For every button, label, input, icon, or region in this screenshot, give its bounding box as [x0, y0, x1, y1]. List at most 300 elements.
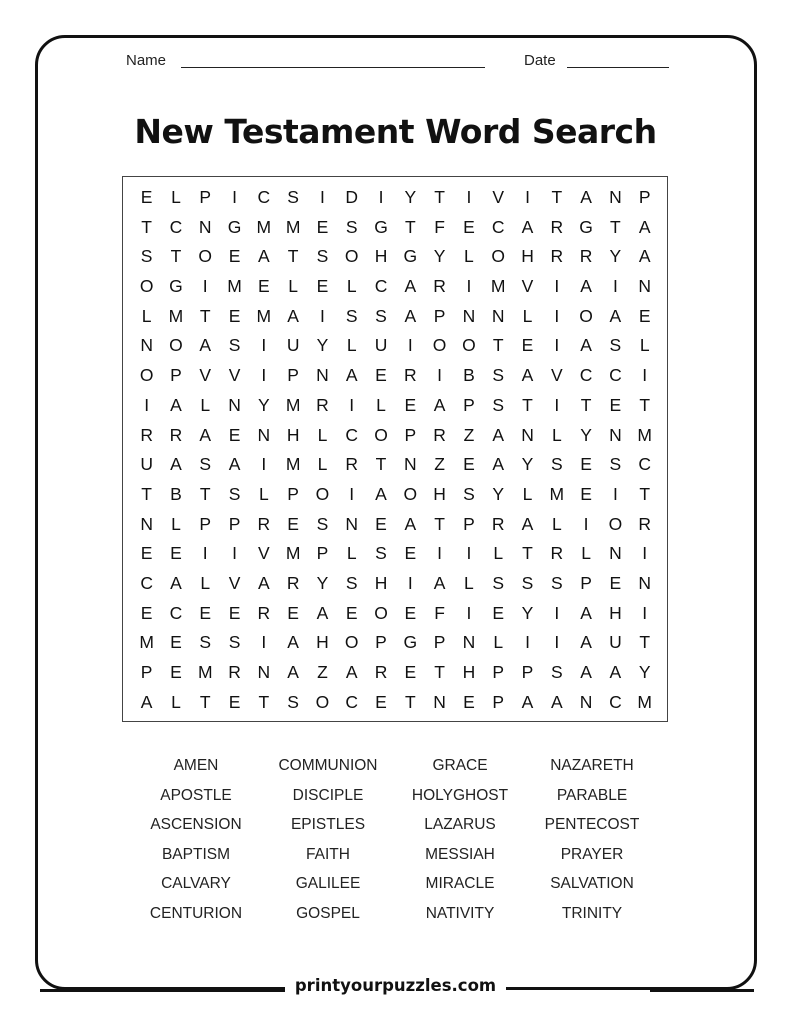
grid-cell: E	[580, 454, 592, 475]
grid-cell: R	[257, 513, 271, 534]
grid-cell: I	[407, 572, 413, 593]
grid-cell: T	[287, 246, 299, 267]
grid-cell: V	[257, 543, 270, 564]
grid-cell: O	[432, 335, 447, 356]
word-list-item: APOSTLE	[160, 786, 232, 804]
grid-cell: A	[580, 187, 592, 207]
grid-cell: G	[403, 632, 418, 653]
word-list-item: CENTURION	[149, 904, 243, 922]
date-line	[567, 67, 669, 68]
grid-cell: R	[286, 572, 300, 593]
grid-cell: A	[404, 305, 417, 326]
grid-cell: A	[287, 305, 299, 326]
grid-cell: Z	[317, 662, 328, 682]
grid-cell: L	[171, 691, 181, 712]
grid-cell: R	[579, 246, 593, 267]
grid-cell: N	[140, 335, 153, 356]
grid-cell: P	[199, 513, 212, 534]
grid-cell: S	[345, 572, 358, 593]
grid-cell: T	[639, 632, 651, 653]
grid-cell: P	[287, 365, 299, 386]
grid-cell: N	[140, 513, 153, 534]
word-list-item: NAZARETH	[550, 757, 634, 774]
grid-cell: M	[256, 305, 272, 326]
grid-cell: A	[316, 602, 329, 623]
grid-cell: I	[554, 602, 560, 623]
grid-cell: I	[466, 602, 472, 623]
grid-cell: I	[261, 335, 267, 356]
grid-cell: I	[583, 513, 589, 534]
grid-cell: N	[257, 662, 271, 682]
grid-cell: V	[521, 276, 534, 297]
word-list-item: MESSIAH	[425, 845, 495, 863]
word-list-item: TRINITY	[561, 904, 623, 922]
grid-cell: E	[228, 602, 241, 623]
grid-cell: E	[345, 602, 358, 623]
grid-cell: C	[579, 365, 593, 386]
grid-cell: Y	[316, 572, 329, 593]
grid-cell: L	[171, 187, 181, 207]
grid-cell: G	[227, 216, 242, 237]
footer-site: printyourpuzzles.com	[285, 976, 506, 995]
grid-cell: R	[433, 424, 446, 445]
grid-cell: S	[345, 305, 358, 326]
grid-cell: R	[404, 365, 417, 386]
grid-cell: O	[198, 246, 213, 267]
grid-cell: M	[139, 632, 154, 653]
grid-cell: M	[285, 216, 301, 237]
grid-cell: O	[579, 305, 593, 326]
grid-cell: V	[228, 365, 241, 386]
grid-cell: S	[375, 543, 387, 564]
grid-cell: P	[580, 572, 592, 593]
grid-cell: S	[140, 246, 153, 267]
grid-cell: L	[346, 543, 357, 564]
name-line	[181, 67, 485, 68]
grid-cell: L	[551, 513, 562, 534]
grid-cell: C	[491, 216, 505, 237]
word-list-item: LAZARUS	[424, 816, 496, 834]
grid-cell: I	[554, 394, 560, 415]
grid-cell: T	[492, 335, 504, 356]
grid-cell: L	[200, 572, 211, 593]
grid-cell: A	[580, 276, 592, 297]
grid-cell: T	[375, 454, 387, 475]
grid-cell: I	[349, 394, 355, 415]
grid-cell: E	[609, 572, 622, 593]
grid-cell: A	[287, 662, 299, 682]
grid-cell: L	[171, 513, 181, 534]
grid-cell: N	[521, 424, 534, 445]
grid-cell: A	[521, 513, 534, 534]
grid-cell: N	[462, 305, 476, 326]
grid-cell: S	[287, 691, 299, 712]
grid-cell: M	[285, 394, 301, 415]
grid-cell: S	[550, 572, 563, 593]
grid-cell: S	[228, 335, 241, 356]
word-list-item: EPISTLES	[290, 816, 366, 834]
grid-cell: R	[316, 394, 329, 415]
word-list-item: PARABLE	[556, 786, 628, 804]
grid-cell: L	[551, 424, 562, 445]
grid-cell: A	[140, 691, 153, 712]
grid-cell: R	[550, 543, 564, 564]
grid-cell: E	[140, 602, 153, 623]
grid-cell: I	[261, 632, 267, 653]
grid-cell: E	[375, 513, 387, 534]
grid-cell: N	[198, 216, 212, 237]
grid-cell: S	[316, 246, 329, 267]
grid-cell: I	[554, 335, 560, 356]
grid-cell: L	[639, 335, 650, 356]
grid-cell: I	[437, 543, 443, 564]
grid-cell: L	[346, 335, 357, 356]
grid-cell: M	[256, 216, 272, 237]
grid-cell: S	[287, 187, 299, 207]
grid-cell: L	[464, 572, 474, 593]
grid-cell: T	[580, 394, 592, 415]
grid-cell: R	[550, 216, 564, 237]
grid-cell: N	[579, 691, 593, 712]
grid-cell: G	[579, 216, 593, 237]
grid-cell: S	[199, 632, 212, 653]
grid-cell: I	[554, 276, 560, 297]
grid-cell: G	[374, 216, 388, 237]
word-list-item: GALILEE	[295, 875, 361, 893]
grid-cell: M	[285, 454, 301, 475]
grid-cell: Y	[316, 335, 329, 356]
grid-cell: I	[144, 394, 150, 415]
grid-cell: A	[638, 216, 651, 237]
grid-cell: A	[345, 662, 358, 682]
grid-cell: U	[609, 632, 622, 653]
grid-cell: H	[521, 246, 534, 267]
word-list	[130, 756, 660, 923]
grid-cell: L	[317, 424, 328, 445]
grid-cell: R	[491, 513, 505, 534]
grid-cell: E	[228, 691, 241, 712]
grid-cell: D	[345, 187, 359, 207]
grid-cell: C	[638, 454, 652, 475]
grid-cell: S	[521, 572, 534, 593]
grid-cell: L	[581, 543, 591, 564]
grid-cell: E	[140, 543, 153, 564]
word-list-item: MIRACLE	[425, 875, 495, 893]
grid-cell: T	[434, 662, 445, 682]
grid-cell: R	[169, 424, 183, 445]
grid-cell: T	[639, 394, 651, 415]
grid-cell: E	[257, 276, 270, 297]
grid-cell: M	[490, 276, 506, 297]
grid-cell: L	[376, 394, 386, 415]
grid-cell: S	[463, 483, 475, 504]
word-list-item: ASCENSION	[150, 816, 242, 834]
grid-cell: A	[199, 424, 212, 445]
grid-cell: A	[521, 365, 534, 386]
grid-cell: A	[638, 246, 651, 267]
date-label: Date	[524, 52, 556, 69]
grid-cell: A	[550, 691, 563, 712]
grid-cell: T	[434, 187, 445, 207]
grid-cell: S	[609, 335, 622, 356]
grid-cell: A	[404, 276, 417, 297]
grid-cell: P	[521, 662, 534, 682]
grid-cell: E	[580, 483, 592, 504]
grid-cell: A	[170, 572, 182, 593]
grid-cell: C	[169, 602, 183, 623]
word-list-item: AMEN	[173, 757, 219, 774]
grid-cell: E	[404, 602, 417, 623]
grid-cell: V	[550, 365, 563, 386]
grid-cell: O	[608, 513, 623, 534]
grid-cell: E	[492, 602, 505, 623]
grid-cell: P	[316, 543, 329, 564]
grid-cell: A	[521, 216, 534, 237]
grid-cell: O	[315, 483, 330, 504]
grid-cell: T	[258, 691, 270, 712]
grid-cell: S	[316, 513, 329, 534]
grid-cell: L	[317, 454, 328, 475]
grid-cell: T	[199, 305, 211, 326]
grid-cell: O	[344, 246, 359, 267]
grid-cell: C	[345, 424, 359, 445]
grid-cell: P	[433, 632, 446, 653]
grid-cell: A	[345, 365, 358, 386]
grid-cell: O	[374, 424, 388, 445]
grid-cell: E	[609, 394, 622, 415]
grid-cell: U	[140, 454, 153, 475]
grid-cell: R	[228, 662, 241, 682]
grid-cell: A	[199, 335, 212, 356]
grid-cell: L	[288, 276, 298, 297]
grid-cell: L	[522, 483, 533, 504]
grid-cell: T	[404, 216, 416, 237]
grid-cell: I	[349, 483, 355, 504]
grid-cell: Y	[404, 187, 417, 207]
grid-cell: E	[228, 424, 241, 445]
grid-cell: S	[199, 454, 212, 475]
grid-cell: I	[261, 365, 267, 386]
grid-cell: N	[609, 424, 622, 445]
word-list-item: COMMUNION	[278, 757, 378, 774]
grid-cell: E	[316, 216, 329, 237]
grid-cell: S	[550, 454, 563, 475]
grid-cell: I	[642, 602, 648, 623]
word-list-item: PRAYER	[560, 845, 624, 863]
grid-cell: I	[232, 187, 237, 207]
grid-cell: Y	[580, 424, 592, 445]
grid-cell: S	[228, 632, 241, 653]
grid-cell: U	[374, 335, 388, 356]
grid-cell: N	[638, 276, 652, 297]
name-label: Name	[126, 52, 167, 69]
grid-cell: S	[492, 394, 505, 415]
grid-cell: A	[609, 305, 622, 326]
grid-cell: O	[374, 602, 388, 623]
grid-cell: R	[433, 276, 446, 297]
grid-cell: P	[375, 632, 387, 653]
grid-cell: N	[433, 691, 446, 712]
word-list-item: CALVARY	[161, 875, 231, 893]
grid-cell: L	[141, 305, 152, 326]
grid-cell: S	[345, 216, 358, 237]
grid-cell: E	[170, 632, 182, 653]
grid-cell: H	[609, 602, 622, 623]
grid-cell: E	[199, 602, 212, 623]
word-list-item: PENTECOST	[544, 816, 640, 834]
grid-cell: O	[139, 365, 154, 386]
grid-cell: R	[550, 246, 564, 267]
grid-cell: S	[375, 305, 387, 326]
grid-cell: P	[170, 365, 182, 386]
grid-cell: L	[200, 394, 211, 415]
grid-cell: G	[403, 246, 418, 267]
footer	[0, 976, 791, 995]
grid-cell: I	[261, 454, 267, 475]
grid-cell: B	[463, 365, 475, 386]
grid-cell: T	[551, 187, 563, 207]
grid-cell: N	[257, 424, 271, 445]
grid-cell: T	[141, 483, 152, 504]
grid-cell: L	[522, 305, 533, 326]
grid-cell: O	[344, 632, 359, 653]
grid-cell: A	[492, 424, 505, 445]
grid-cell: A	[170, 454, 182, 475]
grid-cell: C	[169, 216, 183, 237]
grid-cell: I	[642, 543, 648, 564]
grid-cell: E	[228, 246, 241, 267]
grid-cell: C	[140, 572, 153, 593]
grid-cell: E	[375, 691, 387, 712]
grid-cell: C	[609, 691, 622, 712]
grid-cell: Z	[463, 424, 475, 445]
grid-cell: M	[285, 543, 301, 564]
grid-cell: V	[492, 187, 505, 207]
grid-cell: E	[140, 187, 153, 207]
grid-cell: Y	[521, 454, 534, 475]
grid-cell: L	[346, 276, 357, 297]
grid-cell: I	[466, 276, 472, 297]
grid-cell: V	[228, 572, 241, 593]
grid-cell: R	[638, 513, 652, 534]
grid-cell: A	[580, 632, 592, 653]
grid-cell: P	[463, 513, 475, 534]
grid-cell: M	[227, 276, 242, 297]
grid-cell: L	[464, 246, 474, 267]
grid-cell: Z	[434, 454, 445, 475]
grid-cell: C	[257, 187, 271, 207]
grid-cell: Y	[521, 602, 534, 623]
grid-cell: I	[407, 335, 413, 356]
grid-cell: A	[609, 662, 622, 682]
word-list-item: GRACE	[432, 757, 488, 774]
grid-cell: E	[375, 365, 387, 386]
grid-cell: H	[286, 424, 300, 445]
grid-cell: A	[433, 572, 446, 593]
grid-cell: O	[491, 246, 506, 267]
grid-cell: A	[404, 513, 417, 534]
word-list-item: DISCIPLE	[292, 786, 364, 804]
grid-cell: A	[580, 602, 592, 623]
grid-cell: E	[404, 394, 417, 415]
grid-cell: P	[287, 483, 299, 504]
word-list-item: SALVATION	[550, 875, 634, 893]
header-row	[0, 52, 791, 72]
grid-cell: Y	[492, 483, 505, 504]
grid-cell: E	[404, 543, 417, 564]
grid-cell: I	[319, 305, 325, 326]
grid-cell: S	[550, 662, 563, 682]
grid-cell: A	[375, 483, 387, 504]
grid-cell: M	[168, 305, 184, 326]
grid-cell: N	[462, 632, 476, 653]
grid-cell: A	[433, 394, 446, 415]
grid-cell: M	[637, 691, 652, 712]
grid-cell: E	[170, 543, 182, 564]
grid-cell: E	[316, 276, 329, 297]
page-title: New Testament Word Search	[134, 112, 657, 151]
grid-cell: N	[609, 543, 622, 564]
grid-cell: I	[319, 187, 325, 207]
grid-cell: I	[554, 305, 560, 326]
grid-cell: A	[228, 454, 241, 475]
grid-cell: I	[378, 187, 384, 207]
grid-cell: H	[316, 632, 329, 653]
grid-cell: H	[462, 662, 476, 682]
grid-cell: A	[287, 632, 299, 653]
grid-cell: E	[170, 662, 182, 682]
grid-cell: I	[466, 543, 472, 564]
grid-cell: T	[610, 216, 621, 237]
grid-cell: T	[404, 691, 416, 712]
grid-cell: F	[434, 216, 445, 237]
grid-cell: I	[202, 276, 208, 297]
grid-cell: H	[374, 572, 388, 593]
grid-cell: A	[492, 454, 505, 475]
grid-cell: I	[437, 365, 443, 386]
grid-cell: T	[522, 394, 533, 415]
word-list-item: NATIVITY	[425, 904, 495, 922]
grid-cell: T	[170, 246, 182, 267]
grid-cell: E	[228, 305, 241, 326]
grid-cell: E	[521, 335, 534, 356]
word-list-item: GOSPEL	[296, 904, 360, 922]
grid-cell: A	[257, 246, 270, 267]
grid-cell: I	[232, 543, 237, 564]
grid-cell: F	[434, 602, 445, 623]
grid-cell: I	[554, 632, 560, 653]
grid-cell: E	[638, 305, 651, 326]
grid-cell: R	[345, 454, 359, 475]
grid-cell: I	[466, 187, 472, 207]
grid-cell: T	[141, 216, 152, 237]
grid-cell: I	[612, 483, 618, 504]
grid-cell: B	[170, 483, 182, 504]
grid-cell: P	[463, 394, 475, 415]
grid-cell: S	[492, 365, 505, 386]
grid-cell: P	[228, 513, 241, 534]
grid-cell: R	[374, 662, 388, 682]
grid-cell: E	[287, 513, 299, 534]
grid-cell: L	[258, 483, 269, 504]
puzzle-grid-box	[122, 176, 668, 722]
grid-cell: C	[609, 365, 622, 386]
grid-cell: T	[639, 483, 651, 504]
grid-cell: E	[287, 602, 299, 623]
grid-cell: N	[228, 394, 241, 415]
grid-cell: P	[199, 187, 212, 207]
grid-cell: P	[492, 662, 505, 682]
